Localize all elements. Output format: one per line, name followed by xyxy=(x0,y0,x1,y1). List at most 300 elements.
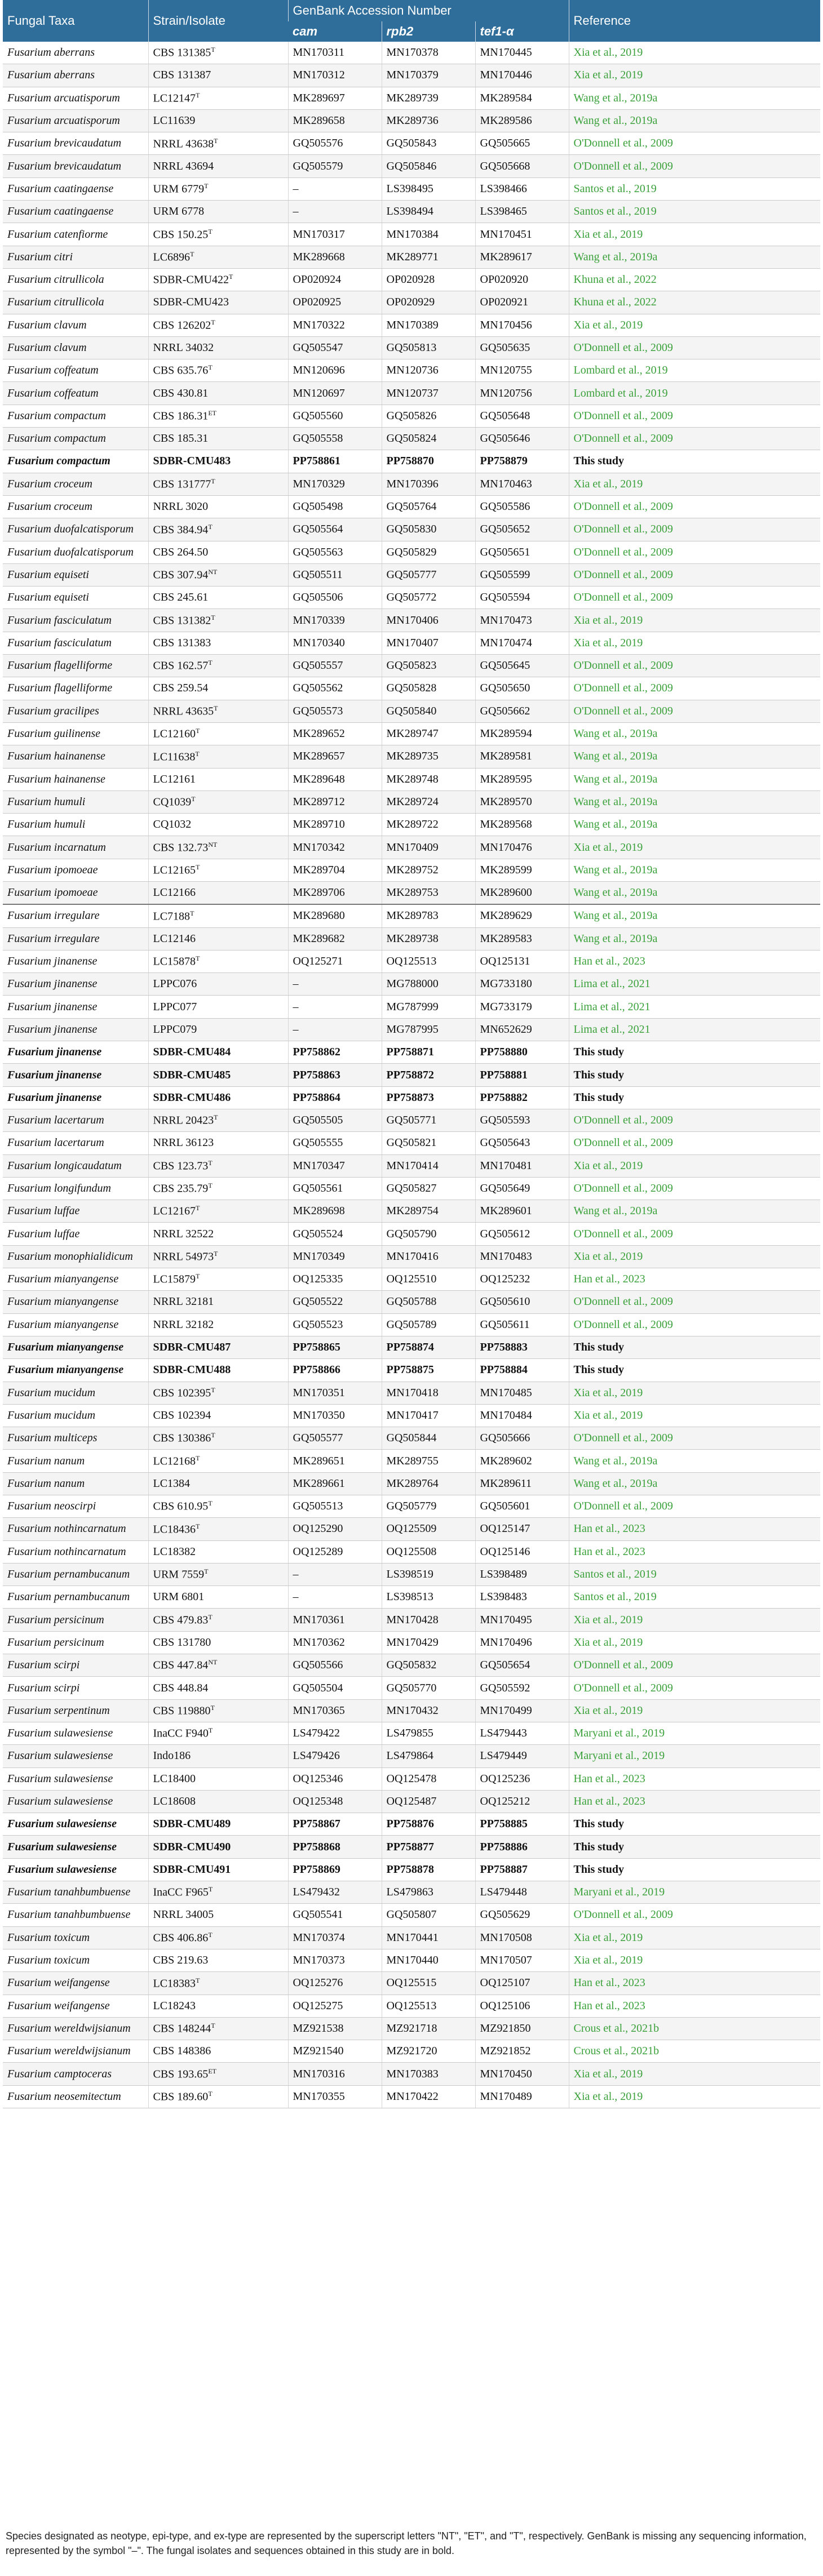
accession-table xyxy=(3,0,820,2108)
taxon-cell: Fusarium neosemitectum xyxy=(3,2085,148,2108)
reference-cell: Han et al., 2023 xyxy=(569,1790,820,1813)
strain-cell xyxy=(148,1609,288,1631)
strain-cell xyxy=(148,1064,288,1086)
taxon-cell: Fusarium mianyangense xyxy=(3,1336,148,1358)
strain-label: LC18243 xyxy=(153,1999,196,2012)
taxon-cell: Fusarium sulawesiense xyxy=(3,1813,148,1836)
table-row xyxy=(3,2063,820,2085)
strain-label: LC11639 xyxy=(153,114,196,127)
strain-cell xyxy=(148,518,288,541)
table-row xyxy=(3,2017,820,2040)
strain-label: CBS 185.31 xyxy=(153,432,209,445)
taxon-cell: Fusarium jinanense xyxy=(3,996,148,1018)
strain-label: CBS 219.63 xyxy=(153,1954,209,1967)
cam-cell: MK289712 xyxy=(288,790,382,813)
type-superscript: NT xyxy=(208,568,218,576)
strain-cell xyxy=(148,1540,288,1563)
cam-cell: MK289658 xyxy=(288,109,382,132)
reference-cell: Santos et al., 2019 xyxy=(569,201,820,223)
taxon-cell: Fusarium wereldwijsianum xyxy=(3,2040,148,2063)
table-row xyxy=(3,609,820,632)
cam-cell: GQ505557 xyxy=(288,655,382,677)
strain-label: SDBR-CMU487 xyxy=(153,1341,231,1354)
table-row xyxy=(3,950,820,972)
type-superscript: T xyxy=(208,1499,213,1508)
cam-cell: MZ921538 xyxy=(288,2017,382,2040)
type-superscript: T xyxy=(208,522,213,531)
strain-label: LC7188 xyxy=(153,910,191,923)
cam-cell: GQ505579 xyxy=(288,155,382,177)
taxon-cell: Fusarium mianyangense xyxy=(3,1268,148,1291)
strain-label: InaCC F965 xyxy=(153,1886,209,1899)
reference-cell: Wang et al., 2019a xyxy=(569,745,820,768)
tef1-cell: MK289595 xyxy=(475,768,569,790)
cam-cell: GQ505511 xyxy=(288,563,382,586)
table-row xyxy=(3,632,820,654)
strain-cell xyxy=(148,87,288,109)
tef1-cell: MG733179 xyxy=(475,996,569,1018)
reference-cell: O'Donnell et al., 2009 xyxy=(569,1495,820,1518)
reference-cell: Han et al., 2023 xyxy=(569,1767,820,1790)
table-row xyxy=(3,2085,820,2108)
strain-cell xyxy=(148,2017,288,2040)
strain-cell xyxy=(148,1699,288,1722)
reference-cell: O'Donnell et al., 2009 xyxy=(569,495,820,518)
reference-cell: Han et al., 2023 xyxy=(569,1972,820,1995)
strain-label: LPPC079 xyxy=(153,1023,197,1036)
rpb2-cell: GQ505830 xyxy=(382,518,475,541)
strain-cell xyxy=(148,201,288,223)
taxon-cell: Fusarium jinanense xyxy=(3,1041,148,1064)
tef1-cell: MK289629 xyxy=(475,904,569,927)
strain-label: NRRL 34005 xyxy=(153,1908,214,1921)
type-superscript: T xyxy=(208,227,213,236)
reference-cell: Wang et al., 2019a xyxy=(569,246,820,268)
rpb2-cell: MN170414 xyxy=(382,1154,475,1177)
reference-cell: Xia et al., 2019 xyxy=(569,836,820,859)
reference-cell: Han et al., 2023 xyxy=(569,950,820,972)
rpb2-cell: MK289754 xyxy=(382,1200,475,1223)
strain-label: LC12161 xyxy=(153,772,196,785)
table-row xyxy=(3,1495,820,1518)
taxon-cell: Fusarium citrullicola xyxy=(3,268,148,291)
reference-cell: Lima et al., 2021 xyxy=(569,996,820,1018)
taxon-cell: Fusarium croceum xyxy=(3,495,148,518)
rpb2-cell: MK289736 xyxy=(382,109,475,132)
cam-cell: PP758861 xyxy=(288,450,382,473)
reference-cell: Lombard et al., 2019 xyxy=(569,382,820,405)
type-superscript: T xyxy=(204,1567,209,1576)
rpb2-cell: OQ125509 xyxy=(382,1518,475,1540)
table-row xyxy=(3,814,820,836)
table-row xyxy=(3,677,820,700)
strain-cell xyxy=(148,1132,288,1154)
cam-cell: MK289704 xyxy=(288,859,382,881)
taxon-cell: Fusarium sulawesiense xyxy=(3,1836,148,1858)
reference-cell: Wang et al., 2019a xyxy=(569,1200,820,1223)
reference-cell: O'Donnell et al., 2009 xyxy=(569,132,820,155)
strain-cell xyxy=(148,1722,288,1744)
strain-label: LC18382 xyxy=(153,1545,196,1558)
taxon-cell: Fusarium longifundum xyxy=(3,1177,148,1200)
strain-cell xyxy=(148,1109,288,1131)
strain-label: NRRL 34032 xyxy=(153,341,214,354)
table-row xyxy=(3,1268,820,1291)
rpb2-cell: PP758875 xyxy=(382,1359,475,1382)
strain-label: NRRL 3020 xyxy=(153,500,209,513)
tef1-cell: GQ505601 xyxy=(475,1495,569,1518)
reference-cell: O'Donnell et al., 2009 xyxy=(569,587,820,609)
table-footnote: Species designated as neotype, epi-type, and ex-type are represented by the superscript letters "NT", "ET", and "T", respectively. GenBank is missing any sequencing information, represented by the symbol "–". The fungal isolates and sequences obtained in this study are in bold. xyxy=(6,2530,807,2556)
strain-label: CBS 131382 xyxy=(153,614,211,627)
rpb2-cell: GQ505771 xyxy=(382,1109,475,1131)
tef1-cell: MN170484 xyxy=(475,1404,569,1427)
tef1-cell: MN170463 xyxy=(475,473,569,495)
taxon-cell: Fusarium jinanense xyxy=(3,950,148,972)
reference-cell: Xia et al., 2019 xyxy=(569,42,820,64)
type-superscript: T xyxy=(214,1250,218,1258)
reference-cell: O'Donnell et al., 2009 xyxy=(569,1223,820,1245)
table-row xyxy=(3,1427,820,1450)
cam-cell: GQ505573 xyxy=(288,700,382,722)
tef1-cell: GQ505643 xyxy=(475,1132,569,1154)
tef1-cell: GQ505610 xyxy=(475,1291,569,1313)
table-row xyxy=(3,1154,820,1177)
rpb2-cell: PP758872 xyxy=(382,1064,475,1086)
reference-cell: O'Donnell et al., 2009 xyxy=(569,1677,820,1699)
tef1-cell: MN120755 xyxy=(475,359,569,382)
taxon-cell: Fusarium compactum xyxy=(3,405,148,427)
cam-cell: OQ125335 xyxy=(288,1268,382,1291)
table-row xyxy=(3,1132,820,1154)
type-superscript: ET xyxy=(208,2067,216,2075)
strain-cell xyxy=(148,1881,288,1904)
cam-cell: LS479432 xyxy=(288,1881,382,1904)
table-row xyxy=(3,1654,820,1677)
cam-cell: – xyxy=(288,973,382,996)
taxon-cell: Fusarium weifangense xyxy=(3,1972,148,1995)
strain-cell xyxy=(148,1382,288,1404)
reference-cell: Wang et al., 2019a xyxy=(569,790,820,813)
reference-cell: Lima et al., 2021 xyxy=(569,1018,820,1041)
strain-cell xyxy=(148,1745,288,1767)
reference-cell: Xia et al., 2019 xyxy=(569,64,820,87)
rpb2-cell: GQ505788 xyxy=(382,1291,475,1313)
table-row xyxy=(3,1609,820,1631)
cam-cell: MK289710 xyxy=(288,814,382,836)
strain-label: NRRL 43638 xyxy=(153,137,214,150)
cam-cell: GQ505523 xyxy=(288,1313,382,1336)
strain-cell xyxy=(148,382,288,405)
cam-cell: OP020924 xyxy=(288,268,382,291)
table-row xyxy=(3,246,820,268)
header-strain: Strain/Isolate xyxy=(148,0,288,42)
strain-cell xyxy=(148,745,288,768)
table-row xyxy=(3,1677,820,1699)
rpb2-cell: OQ125510 xyxy=(382,1268,475,1291)
table-row xyxy=(3,132,820,155)
table-row xyxy=(3,428,820,450)
rpb2-cell: GQ505844 xyxy=(382,1427,475,1450)
tef1-cell: OQ125232 xyxy=(475,1268,569,1291)
strain-cell xyxy=(148,428,288,450)
strain-label: LC12168 xyxy=(153,1455,196,1468)
strain-cell xyxy=(148,359,288,382)
tef1-cell: LS479443 xyxy=(475,1722,569,1744)
type-superscript: T xyxy=(208,363,213,372)
rpb2-cell: MN170383 xyxy=(382,2063,475,2085)
reference-cell: Xia et al., 2019 xyxy=(569,1382,820,1404)
taxon-cell: Fusarium citri xyxy=(3,246,148,268)
reference-cell: Xia et al., 2019 xyxy=(569,1631,820,1654)
strain-cell xyxy=(148,2063,288,2085)
cam-cell: PP758864 xyxy=(288,1086,382,1109)
reference-cell: O'Donnell et al., 2009 xyxy=(569,1177,820,1200)
reference-cell: O'Donnell et al., 2009 xyxy=(569,1313,820,1336)
rpb2-cell: OQ125513 xyxy=(382,1995,475,2017)
cam-cell: MN170355 xyxy=(288,2085,382,2108)
strain-label: CBS 131383 xyxy=(153,636,211,649)
reference-cell: Xia et al., 2019 xyxy=(569,223,820,246)
table-row xyxy=(3,495,820,518)
table-row xyxy=(3,1359,820,1382)
strain-cell xyxy=(148,1313,288,1336)
reference-cell: Wang et al., 2019a xyxy=(569,768,820,790)
strain-cell xyxy=(148,1223,288,1245)
type-superscript: T xyxy=(208,1726,213,1735)
tef1-cell: GQ505593 xyxy=(475,1109,569,1131)
cam-cell: PP758867 xyxy=(288,1813,382,1836)
tef1-cell: MN170476 xyxy=(475,836,569,859)
taxon-cell: Fusarium flagelliforme xyxy=(3,677,148,700)
strain-cell xyxy=(148,64,288,87)
tef1-cell: MN170456 xyxy=(475,314,569,336)
rpb2-cell: GQ505777 xyxy=(382,563,475,586)
type-superscript: T xyxy=(195,749,200,758)
strain-label: LC12147 xyxy=(153,92,196,105)
strain-cell xyxy=(148,1177,288,1200)
tef1-cell: MN652629 xyxy=(475,1018,569,1041)
taxon-cell: Fusarium incarnatum xyxy=(3,836,148,859)
cam-cell: GQ505505 xyxy=(288,1109,382,1131)
reference-cell: Wang et al., 2019a xyxy=(569,859,820,881)
strain-label: LC18400 xyxy=(153,1772,196,1785)
type-superscript: T xyxy=(214,1113,218,1122)
table-row xyxy=(3,1722,820,1744)
type-superscript: T xyxy=(208,1158,213,1167)
cam-cell: MN170312 xyxy=(288,64,382,87)
tef1-cell: MK289601 xyxy=(475,1200,569,1223)
table-row xyxy=(3,1563,820,1585)
strain-label: CBS 148386 xyxy=(153,2045,211,2058)
table-row xyxy=(3,2040,820,2063)
taxon-cell: Fusarium camptoceras xyxy=(3,2063,148,2085)
reference-cell: Han et al., 2023 xyxy=(569,1268,820,1291)
rpb2-cell: OP020929 xyxy=(382,291,475,314)
reference-cell: This study xyxy=(569,1086,820,1109)
cam-cell: – xyxy=(288,996,382,1018)
strain-label: LC15879 xyxy=(153,1273,196,1286)
taxon-cell: Fusarium humuli xyxy=(3,790,148,813)
rpb2-cell: LS479864 xyxy=(382,1745,475,1767)
tef1-cell: MG733180 xyxy=(475,973,569,996)
rpb2-cell: OQ125508 xyxy=(382,1540,475,1563)
strain-label: URM 6778 xyxy=(153,205,205,218)
taxon-cell: Fusarium nothincarnatum xyxy=(3,1518,148,1540)
table-row xyxy=(3,1881,820,1904)
type-superscript: T xyxy=(196,954,200,963)
type-superscript: T xyxy=(211,477,215,485)
table-row xyxy=(3,42,820,64)
cam-cell: OQ125275 xyxy=(288,1995,382,2017)
tef1-cell: GQ505648 xyxy=(475,405,569,427)
taxon-cell: Fusarium irregulare xyxy=(3,927,148,950)
taxon-cell: Fusarium coffeatum xyxy=(3,382,148,405)
tef1-cell: GQ505635 xyxy=(475,336,569,359)
strain-cell xyxy=(148,541,288,563)
taxon-cell: Fusarium lacertarum xyxy=(3,1132,148,1154)
tef1-cell: MN170451 xyxy=(475,223,569,246)
rpb2-cell: MG787999 xyxy=(382,996,475,1018)
tef1-cell: GQ505629 xyxy=(475,1904,569,1926)
reference-cell: O'Donnell et al., 2009 xyxy=(569,155,820,177)
tef1-cell: GQ505645 xyxy=(475,655,569,677)
strain-label: LC18383 xyxy=(153,1977,196,1990)
rpb2-cell: GQ505826 xyxy=(382,405,475,427)
tef1-cell: GQ505652 xyxy=(475,518,569,541)
cam-cell: MN170351 xyxy=(288,1382,382,1404)
cam-cell: MK289648 xyxy=(288,768,382,790)
taxon-cell: Fusarium jinanense xyxy=(3,1018,148,1041)
taxon-cell: Fusarium fasciculatum xyxy=(3,632,148,654)
cam-cell: OP020925 xyxy=(288,291,382,314)
tef1-cell: PP758882 xyxy=(475,1086,569,1109)
tef1-cell: MK289583 xyxy=(475,927,569,950)
reference-cell: Crous et al., 2021b xyxy=(569,2040,820,2063)
rpb2-cell: MN170378 xyxy=(382,42,475,64)
cam-cell: GQ505563 xyxy=(288,541,382,563)
table-row xyxy=(3,155,820,177)
cam-cell: GQ505524 xyxy=(288,1223,382,1245)
taxon-cell: Fusarium monophialidicum xyxy=(3,1245,148,1268)
reference-cell: O'Donnell et al., 2009 xyxy=(569,405,820,427)
tef1-cell: MN170508 xyxy=(475,1926,569,1949)
tef1-cell: OP020920 xyxy=(475,268,569,291)
taxon-cell: Fusarium wereldwijsianum xyxy=(3,2017,148,2040)
taxon-cell: Fusarium flagelliforme xyxy=(3,655,148,677)
tef1-cell: PP758880 xyxy=(475,1041,569,1064)
strain-cell xyxy=(148,700,288,722)
tef1-cell: MK289602 xyxy=(475,1450,569,1472)
rpb2-cell: MN170379 xyxy=(382,64,475,87)
reference-cell: Han et al., 2023 xyxy=(569,1540,820,1563)
cam-cell: GQ505558 xyxy=(288,428,382,450)
tef1-cell: GQ505654 xyxy=(475,1654,569,1677)
strain-label: CBS 131387 xyxy=(153,69,211,82)
strain-cell xyxy=(148,859,288,881)
rpb2-cell: OP020928 xyxy=(382,268,475,291)
tef1-cell: MN170507 xyxy=(475,1949,569,1971)
strain-label: NRRL 36123 xyxy=(153,1136,214,1149)
cam-cell: LS479426 xyxy=(288,1745,382,1767)
rpb2-cell: LS479863 xyxy=(382,1881,475,1904)
strain-cell xyxy=(148,1041,288,1064)
table-row xyxy=(3,1972,820,1995)
cam-cell: MN170329 xyxy=(288,473,382,495)
table-row xyxy=(3,1064,820,1086)
rpb2-cell: GQ505779 xyxy=(382,1495,475,1518)
strain-label: CBS 102394 xyxy=(153,1409,211,1422)
taxon-cell: Fusarium guilinense xyxy=(3,722,148,745)
table-row xyxy=(3,1631,820,1654)
rpb2-cell: GQ505828 xyxy=(382,677,475,700)
rpb2-cell: GQ505832 xyxy=(382,1654,475,1677)
reference-cell: Xia et al., 2019 xyxy=(569,1154,820,1177)
strain-label: LC12160 xyxy=(153,727,196,740)
cam-cell: OQ125346 xyxy=(288,1767,382,1790)
strain-cell xyxy=(148,2040,288,2063)
table-row xyxy=(3,1041,820,1064)
type-superscript: T xyxy=(208,1930,213,1939)
table-header xyxy=(3,0,820,42)
reference-cell: This study xyxy=(569,1064,820,1086)
table-row xyxy=(3,587,820,609)
tef1-cell: LS398466 xyxy=(475,177,569,200)
tef1-cell: GQ505611 xyxy=(475,1313,569,1336)
rpb2-cell: PP758876 xyxy=(382,1813,475,1836)
rpb2-cell: LS479855 xyxy=(382,1722,475,1744)
table-row xyxy=(3,1745,820,1767)
header-gene-rpb2: rpb2 xyxy=(382,21,475,42)
reference-cell: Xia et al., 2019 xyxy=(569,1245,820,1268)
table-row xyxy=(3,1336,820,1358)
type-superscript: NT xyxy=(208,1658,218,1667)
strain-label: CBS 430.81 xyxy=(153,387,209,399)
cam-cell: – xyxy=(288,201,382,223)
tef1-cell: MN170446 xyxy=(475,64,569,87)
rpb2-cell: MK289753 xyxy=(382,881,475,904)
header-genbank: GenBank Accession Number xyxy=(288,0,569,21)
rpb2-cell: GQ505824 xyxy=(382,428,475,450)
cam-cell: MN170311 xyxy=(288,42,382,64)
strain-label: SDBR-CMU422 xyxy=(153,273,229,286)
tef1-cell: MN170483 xyxy=(475,1245,569,1268)
strain-cell xyxy=(148,1631,288,1654)
tef1-cell: PP758884 xyxy=(475,1359,569,1382)
strain-label: CBS 384.94 xyxy=(153,523,209,536)
rpb2-cell: PP758871 xyxy=(382,1041,475,1064)
strain-label: CBS 126202 xyxy=(153,319,211,332)
strain-cell xyxy=(148,450,288,473)
rpb2-cell: GQ505829 xyxy=(382,541,475,563)
taxon-cell: Fusarium pernambucanum xyxy=(3,1586,148,1609)
table-row xyxy=(3,1904,820,1926)
strain-label: NRRL 32522 xyxy=(153,1227,214,1240)
taxon-cell: Fusarium nanum xyxy=(3,1450,148,1472)
cam-cell: PP758868 xyxy=(288,1836,382,1858)
cam-cell: MN170361 xyxy=(288,1609,382,1631)
strain-cell xyxy=(148,1154,288,1177)
cam-cell: GQ505561 xyxy=(288,1177,382,1200)
tef1-cell: PP758879 xyxy=(475,450,569,473)
taxon-cell: Fusarium jinanense xyxy=(3,1086,148,1109)
taxon-cell: Fusarium jinanense xyxy=(3,973,148,996)
strain-cell xyxy=(148,473,288,495)
taxon-cell: Fusarium equiseti xyxy=(3,587,148,609)
taxon-cell: Fusarium toxicum xyxy=(3,1949,148,1971)
reference-cell: O'Donnell et al., 2009 xyxy=(569,518,820,541)
cam-cell: GQ505564 xyxy=(288,518,382,541)
